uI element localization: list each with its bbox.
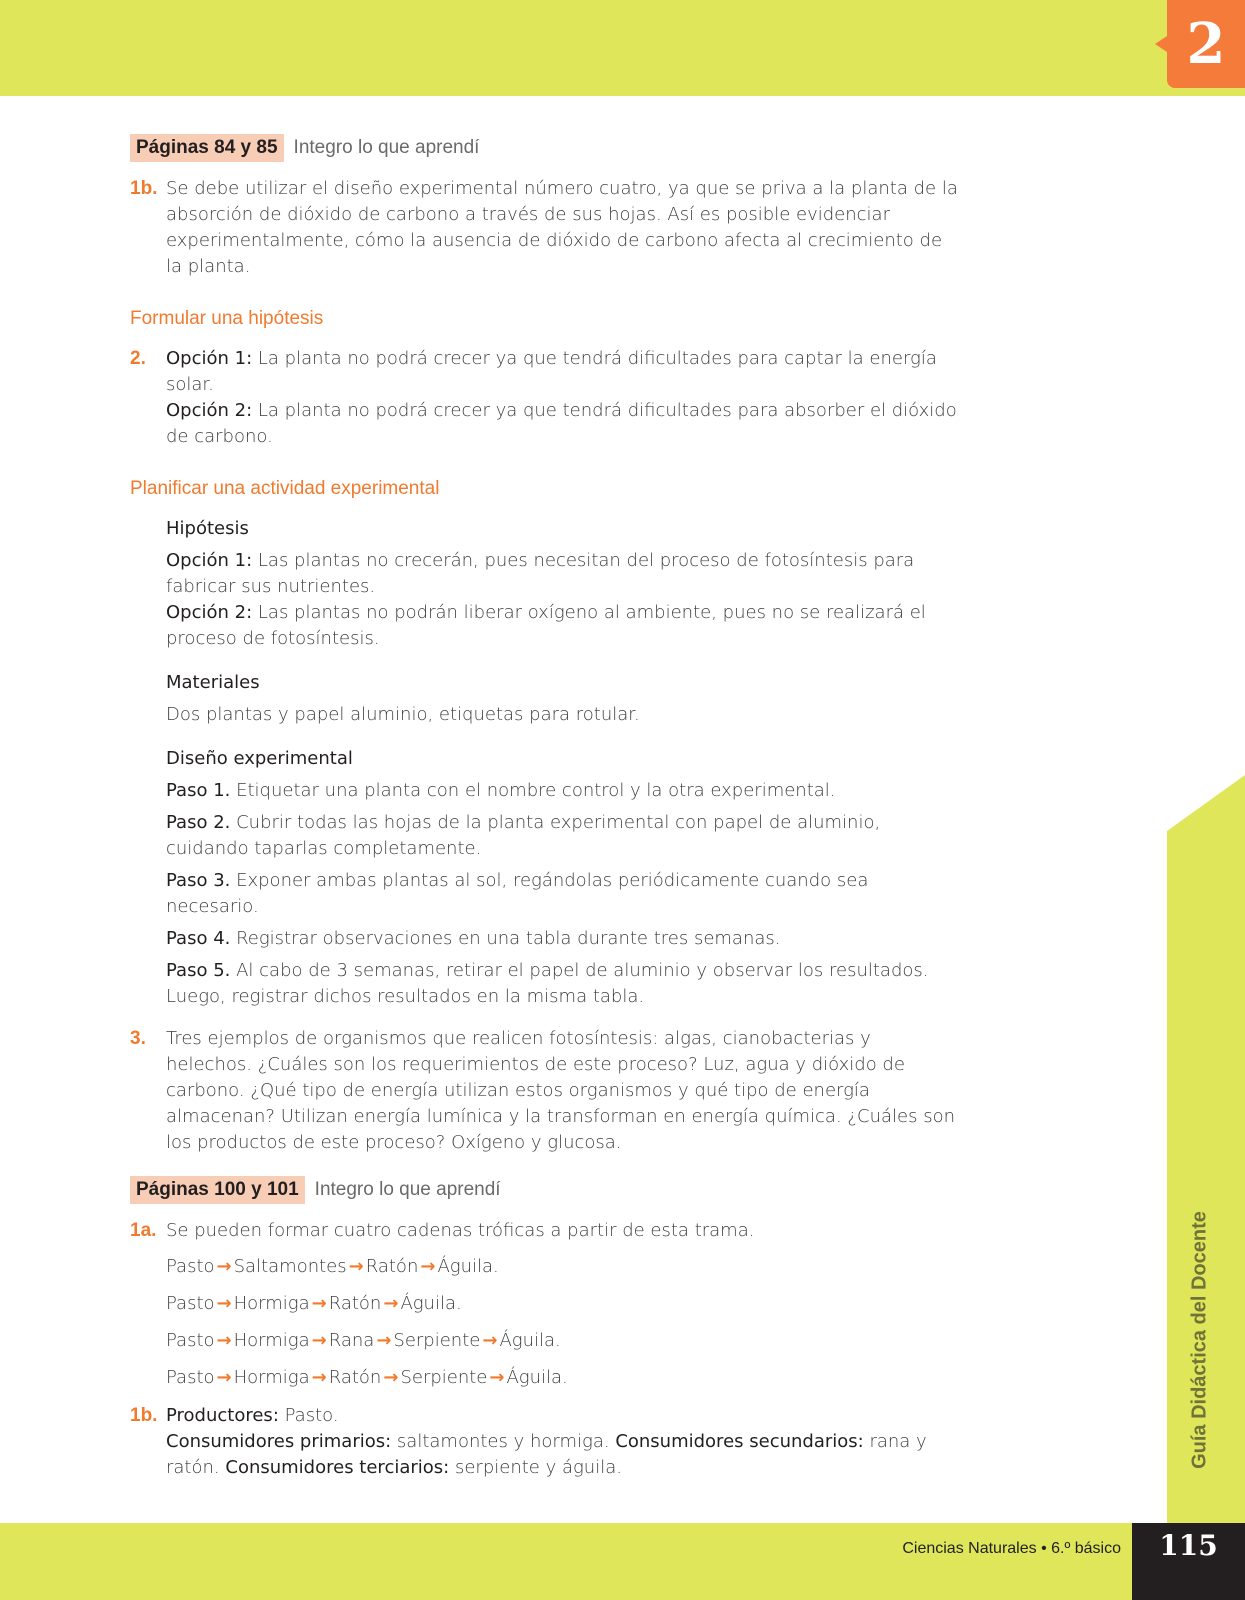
arrow-right-icon: → [348,1256,364,1277]
item-number: 2. [130,348,146,369]
step-text: Exponer ambas plantas al sol, regándolas periódicamente cuando sea necesario. [166,870,869,917]
pages-badge: Páginas 84 y 85 [130,134,284,162]
heading-hipotesis: Formular una hipótesis [130,308,324,329]
chain-organism: Águila. [506,1367,568,1388]
level-text: saltamontes y hormiga. [396,1431,610,1452]
section-header-2 [130,1176,960,1204]
chain-organism: Hormiga [233,1293,310,1314]
step-label: Paso 5. [166,960,231,981]
arrow-right-icon: → [311,1330,327,1351]
arrow-right-icon: → [489,1367,505,1388]
arrow-right-icon: → [376,1330,392,1351]
step-1 [166,778,960,804]
level-text: rana y ratón. [166,1431,927,1478]
diseno-title: Diseño experimental [166,748,353,769]
chain-organism: Hormiga [233,1367,310,1388]
arrow-right-icon: → [383,1367,399,1388]
step-text: Registrar observaciones en una tabla durante tres semanas. [236,928,781,949]
chain-organism: Pasto [166,1367,215,1388]
option-text: La planta no podrá crecer ya que tendrá dificultades para captar la energía solar. [166,348,937,395]
option-text: Las plantas no crecerán, pues necesitan del proceso de fotosíntesis para fabricar sus nutrientes. [166,550,915,597]
step-5 [166,958,960,1010]
option-label: Opción 1: [166,550,253,571]
arrow-right-icon: → [216,1256,232,1277]
arrow-right-icon: → [482,1330,498,1351]
food-chain-row [166,1365,960,1391]
answer-2 [130,346,960,450]
answer-1b-trophic [130,1403,960,1481]
step-label: Paso 1. [166,780,231,801]
chain-organism: Hormiga [233,1330,310,1351]
chain-organism: Ratón [328,1293,382,1314]
chain-organism: Pasto [166,1293,215,1314]
level-text: Pasto. [284,1405,339,1426]
item-number: 1b. [130,178,158,199]
section-subtitle: Integro lo que aprendí [293,137,480,158]
step-text: Etiquetar una planta con el nombre control y la otra experimental. [236,780,836,801]
arrow-right-icon: → [216,1293,232,1314]
chain-organism: Águila. [400,1293,462,1314]
step-2 [166,810,960,862]
chain-organism: Serpiente [393,1330,481,1351]
step-label: Paso 3. [166,870,231,891]
arrow-right-icon: → [420,1256,436,1277]
food-chain-row [166,1254,960,1280]
answer-1b [130,176,960,280]
page-content [130,134,960,1495]
plan-block [166,516,960,1010]
chain-organism: Ratón [328,1367,382,1388]
section-subtitle: Integro lo que aprendí [314,1179,501,1200]
step-4 [166,926,960,952]
heading-planificar: Planificar una actividad experimental [130,478,440,499]
level-label: Consumidores primarios: [166,1431,392,1452]
arrow-right-icon: → [383,1293,399,1314]
chain-organism: Serpiente [400,1367,488,1388]
chain-organism: Saltamontes [233,1256,347,1277]
header-band [0,0,1245,96]
item-number: 1a. [130,1220,157,1241]
level-label: Consumidores secundarios: [615,1431,864,1452]
chain-organism: Pasto [166,1330,215,1351]
materiales-title: Materiales [166,672,260,693]
side-label: Guía Didáctica del Docente [1188,1211,1211,1469]
chapter-number: 2 [1167,0,1245,88]
arrow-right-icon: → [216,1367,232,1388]
answer-1a [130,1218,960,1244]
page-number: 115 [1132,1523,1245,1600]
chain-organism: Rana [328,1330,375,1351]
step-text: Al cabo de 3 semanas, retirar el papel de aluminio y observar los resultados. Luego, registrar dichos resultados en la misma tabla. [166,960,929,1007]
arrow-right-icon: → [311,1293,327,1314]
option-label: Opción 1: [166,348,253,369]
chain-organism: Ratón [365,1256,419,1277]
level-label: Productores: [166,1405,279,1426]
pages-badge: Páginas 100 y 101 [130,1176,305,1204]
step-3 [166,868,960,920]
section-header-1 [130,134,960,162]
chapter-tab-notch [1155,36,1167,52]
option-text: La planta no podrá crecer ya que tendrá dificultades para absorber el dióxido de carbono. [166,400,957,447]
step-label: Paso 4. [166,928,231,949]
level-text: serpiente y águila. [454,1457,622,1478]
level-label: Consumidores terciarios: [225,1457,450,1478]
chain-organism: Águila. [437,1256,499,1277]
food-chain-row [166,1291,960,1317]
hipotesis-title: Hipótesis [166,518,249,539]
food-chain-row [166,1328,960,1354]
answer-3 [130,1026,960,1156]
food-chains [166,1254,960,1391]
option-label: Opción 2: [166,602,253,623]
item-number: 1b. [130,1405,158,1426]
arrow-right-icon: → [311,1367,327,1388]
step-text: Cubrir todas las hojas de la planta experimental con papel de aluminio, cuidando taparlas completamente. [166,812,881,859]
item-text: Tres ejemplos de organismos que realicen fotosíntesis: algas, cianobacterias y helechos. ¿Cuáles son los requerimientos de este proceso? Luz, agua y dióxido de carbono. ¿Qué tipo de energía utilizan estos organismos y qué tipo de energía almacenan? Utilizan energía lumínica y la transforman en energía química. ¿Cuáles son los productos de este proceso? Oxígeno y glucosa. [166,1028,956,1153]
item-text: Se pueden formar cuatro cadenas tróficas a partir de esta trama. [166,1220,755,1241]
item-number: 3. [130,1028,146,1049]
arrow-right-icon: → [216,1330,232,1351]
option-label: Opción 2: [166,400,253,421]
item-text: Se debe utilizar el diseño experimental número cuatro, ya que se priva a la planta de la absorción de dióxido de carbono a través de sus hojas. Así es posible evidenciar experimentalmente, cómo la ausencia de dióxido de carbono afecta al crecimiento de la planta. [166,178,958,277]
footer-subject: Ciencias Naturales • 6.º básico [902,1540,1121,1557]
step-label: Paso 2. [166,812,231,833]
materiales-text: Dos plantas y papel aluminio, etiquetas para rotular. [166,704,640,725]
chain-organism: Pasto [166,1256,215,1277]
chain-organism: Águila. [499,1330,561,1351]
option-text: Las plantas no podrán liberar oxígeno al ambiente, pues no se realizará el proceso de fotosíntesis. [166,602,926,649]
